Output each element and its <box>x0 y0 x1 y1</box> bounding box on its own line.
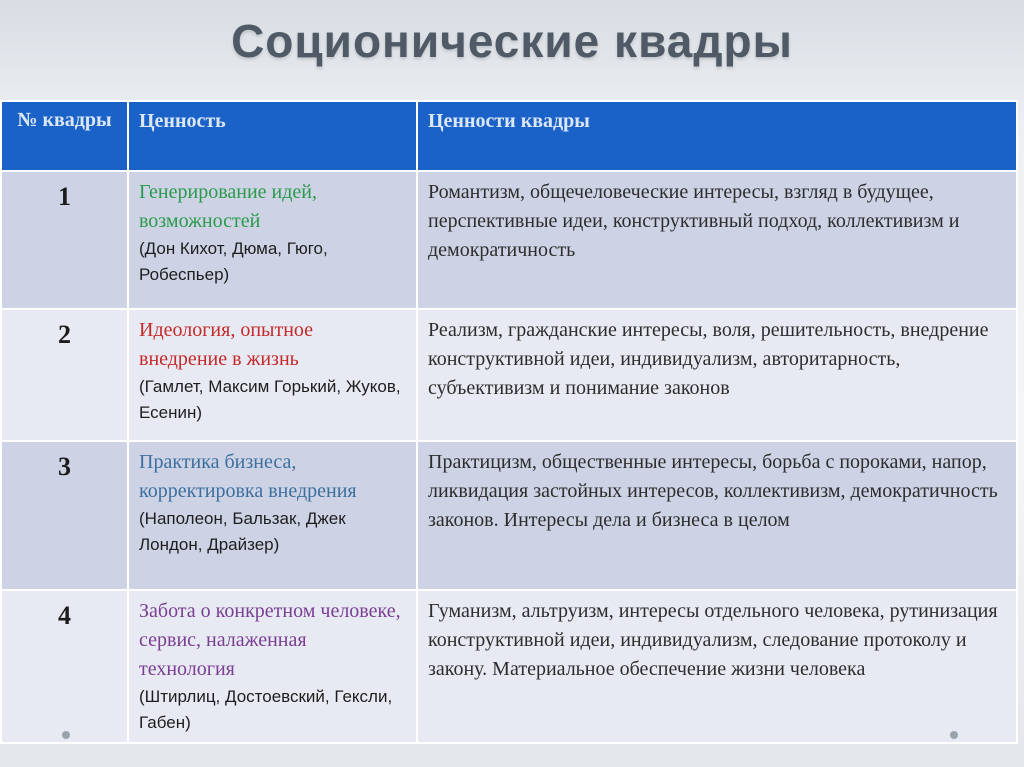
quadra-description: Реализм, гражданские интересы, воля, решительность, внедрение конструктивной идеи, индивидуализм, авторитарность, субъективизм и понимание законов <box>417 309 1017 441</box>
quadra-value-cell <box>128 309 417 441</box>
quadra-number: 3 <box>1 441 128 590</box>
quadra-value-cell <box>128 441 417 590</box>
quadra-examples: (Дон Кихот, Дюма, Гюго, Робеспьер) <box>139 239 328 284</box>
quadra-value: Генерирование идей, возможностей <box>139 181 317 232</box>
table-row <box>1 590 1017 743</box>
header-value: Ценность <box>128 101 417 171</box>
table-header-row <box>1 101 1017 171</box>
table-row <box>1 171 1017 309</box>
quadra-examples: (Штирлиц, Достоевский, Гексли, Габен) <box>139 687 393 732</box>
quadra-table <box>0 100 1018 744</box>
slide-decoration-dot <box>62 731 70 739</box>
quadra-examples: (Наполеон, Бальзак, Джек Лондон, Драйзер) <box>139 509 346 554</box>
quadra-number: 2 <box>1 309 128 441</box>
quadra-value: Идеология, опытное внедрение в жизнь <box>139 319 314 370</box>
quadra-value: Забота о конкретном человеке, сервис, налаженная технология <box>139 600 401 680</box>
page-title: Соционические квадры <box>231 15 793 67</box>
slide-decoration-dot <box>950 731 958 739</box>
quadra-value-cell <box>128 590 417 743</box>
table-row <box>1 441 1017 590</box>
quadra-value-cell <box>128 171 417 309</box>
table-row <box>1 309 1017 441</box>
header-quadra-values: Ценности квадры <box>417 101 1017 171</box>
quadra-description: Гуманизм, альтруизм, интересы отдельного человека, рутинизация конструктивной идеи, индивидуализм, следование протоколу и закону. Материальное обеспечение жизни человека <box>417 590 1017 743</box>
header-quadra-number: № квадры <box>1 101 128 171</box>
quadra-value: Практика бизнеса, корректировка внедрения <box>139 451 357 502</box>
quadra-description: Практицизм, общественные интересы, борьба с пороками, напор, ликвидация застойных интересов, коллективизм, демократичность законов. Интересы дела и бизнеса в целом <box>417 441 1017 590</box>
quadra-number: 4 <box>1 590 128 743</box>
quadra-number: 1 <box>1 171 128 309</box>
quadra-description: Романтизм, общечеловеческие интересы, взгляд в будущее, перспективные идеи, конструктивный подход, коллективизм и демократичность <box>417 171 1017 309</box>
quadra-examples: (Гамлет, Максим Горький, Жуков, Есенин) <box>139 377 401 422</box>
